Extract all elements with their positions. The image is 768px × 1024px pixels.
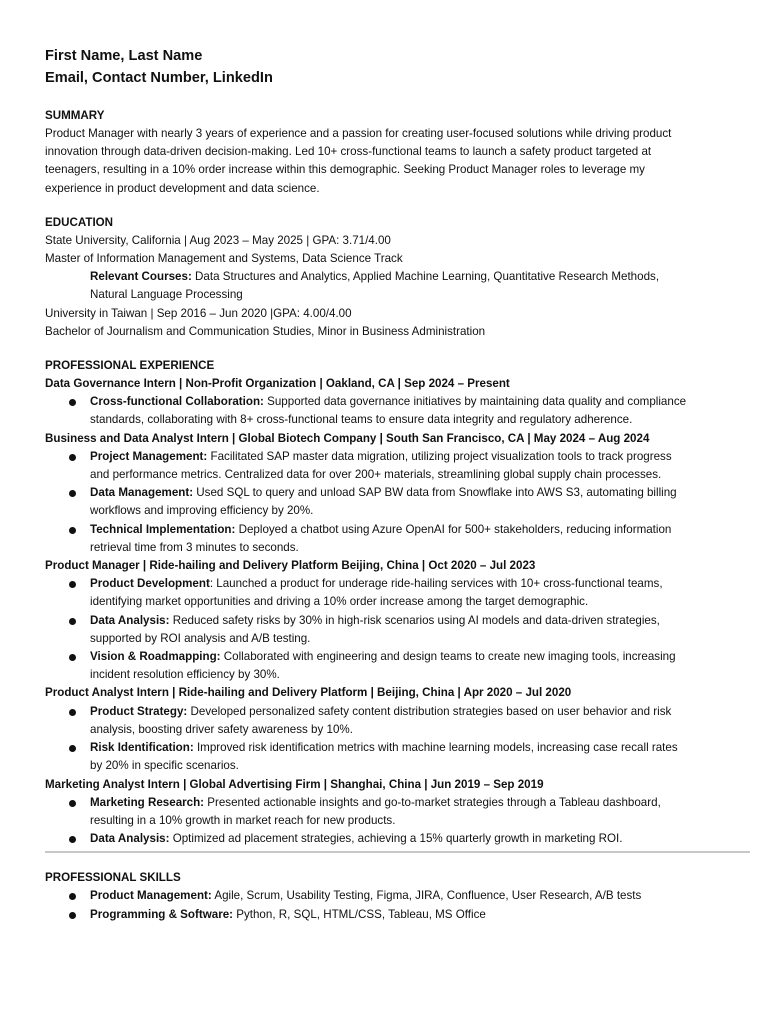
bullet-text: workflows and improving efficiency by 20%.: [90, 504, 314, 518]
bullet-label: Product Development: [90, 577, 210, 591]
school-2: University in Taiwan | Sep 2016 – Jun 2020 |GPA: 4.00/4.00: [45, 306, 352, 320]
school-1: State University, California | Aug 2023 – May 2025 | GPA: 3.71/4.00: [45, 233, 391, 247]
summary-text: [45, 125, 723, 198]
bullet-label: Data Analysis:: [90, 613, 170, 627]
bullet-text: Facilitated SAP master data migration, utilizing project visualization tools to track progress: [207, 449, 672, 463]
skill-item: [45, 887, 723, 905]
bullet-icon: [69, 618, 76, 625]
bullet-icon: [69, 709, 76, 716]
bullet-label: Marketing Research:: [90, 795, 205, 809]
bullet-icon: [69, 745, 76, 752]
education-block: [45, 232, 723, 341]
summary-line: innovation through data-driven decision-making. Led 10+ cross-functional teams to launch a safety product targeted at: [45, 145, 652, 159]
bullet-text: identifying market opportunities and driving a 10% order increase among the target demographic.: [90, 595, 589, 609]
job-entry: [45, 375, 723, 430]
job-bullet: [45, 393, 723, 429]
summary-line: Product Manager with nearly 3 years of experience and a passion for creating user-focused solutions while driving product: [45, 127, 672, 140]
bullet-text: retrieval time from 3 minutes to seconds.: [90, 540, 299, 554]
courses-label: Relevant Courses:: [90, 270, 192, 284]
bullet-text: Improved risk identification metrics with machine learning models, increasing case recall rates: [193, 741, 678, 755]
job-bullet: [45, 521, 723, 557]
job-heading: Marketing Analyst Intern | Global Advertising Firm | Shanghai, China | Jun 2019 – Sep 2019: [45, 777, 544, 791]
bullet-label: Technical Implementation:: [90, 522, 236, 536]
bullet-label: Data Analysis:: [90, 832, 170, 846]
section-divider: [45, 851, 750, 853]
job-heading: Business and Data Analyst Intern | Global Biotech Company | South San Francisco, CA | May 2024 – Aug 2024: [45, 431, 650, 445]
job-entry: [45, 776, 723, 849]
job-bullet: [45, 794, 723, 830]
bullet-label: Risk Identification:: [90, 741, 194, 755]
bullet-text: Reduced safety risks by 30% in high-risk scenarios using AI models and data-driven strategies,: [169, 613, 660, 627]
skill-label: Product Management:: [90, 889, 212, 903]
bullet-label: Data Management:: [90, 486, 194, 500]
job-bullet: [45, 648, 723, 684]
courses-text-continued: Natural Language Processing: [90, 288, 243, 302]
experience-heading: PROFESSIONAL EXPERIENCE: [45, 359, 215, 373]
bullet-text: Supported data governance initiatives by maintaining data quality and compliance: [263, 395, 687, 409]
bullet-text: analysis, boosting driver safety awareness by 10%.: [90, 722, 353, 736]
summary-line: teenagers, resulting in a 10% order increase within this demographic. Seeking Product Manager roles to leverage my: [45, 163, 645, 177]
bullet-text: Presented actionable insights and go-to-market strategies through a Tableau dashboard,: [204, 795, 661, 809]
bullet-text: resulting in a 10% growth in market reach for new products.: [90, 813, 396, 827]
job-bullet: [45, 484, 723, 520]
job-bullet: [45, 612, 723, 648]
job-bullet: [45, 703, 723, 739]
bullet-icon: [69, 527, 76, 534]
skill-text: Python, R, SQL, HTML/CSS, Tableau, MS Office: [233, 907, 486, 921]
bullet-text: : Launched a product for underage ride-hailing services with 10+ cross-functional teams,: [209, 577, 663, 591]
skills-heading: PROFESSIONAL SKILLS: [45, 871, 181, 885]
bullet-text: by 20% in specific scenarios.: [90, 759, 239, 773]
job-heading: Product Manager | Ride-hailing and Delivery Platform Beijing, China | Oct 2020 – Jul 2023: [45, 559, 536, 573]
bullet-text: Used SQL to query and unload SAP BW data from Snowflake into AWS S3, automating billing: [193, 486, 677, 500]
bullet-icon: [69, 836, 76, 843]
job-entry: [45, 430, 723, 557]
bullet-text: Collaborated with engineering and design teams to create new imaging tools, increasing: [220, 650, 676, 664]
summary-line: experience in product development and data science.: [45, 181, 320, 195]
skill-item: [45, 906, 723, 924]
job-bullet: [45, 739, 723, 775]
bullet-text: Optimized ad placement strategies, achieving a 15% quarterly growth in marketing ROI.: [169, 832, 623, 846]
skill-label: Programming & Software:: [90, 907, 234, 921]
relevant-courses: [45, 268, 723, 286]
bullet-icon: [69, 581, 76, 588]
education-heading: EDUCATION: [45, 215, 114, 229]
bullet-label: Vision & Roadmapping:: [90, 650, 221, 664]
bullet-text: incident resolution efficiency by 30%.: [90, 668, 280, 682]
bullet-icon: [69, 399, 76, 406]
candidate-name: First Name, Last Name: [45, 48, 203, 64]
bullet-icon: [69, 800, 76, 807]
summary-heading: SUMMARY: [45, 109, 105, 122]
bullet-icon: [69, 912, 76, 919]
bullet-text: supported by ROI analysis and A/B testing.: [90, 631, 311, 645]
degree-1: Master of Information Management and Systems, Data Science Track: [45, 252, 403, 266]
job-entry: [45, 557, 723, 684]
job-bullet: [45, 575, 723, 611]
contact-info: Email, Contact Number, LinkedIn: [45, 70, 273, 86]
bullet-label: Project Management:: [90, 449, 208, 463]
bullet-icon: [69, 454, 76, 461]
bullet-text: standards, collaborating with 8+ cross-functional teams to ensure data integrity and regulatory adherence.: [90, 413, 633, 427]
courses-text: Data Structures and Analytics, Applied Machine Learning, Quantitative Research Methods,: [191, 270, 660, 284]
bullet-label: Cross-functional Collaboration:: [90, 395, 264, 409]
skills-list: [45, 887, 723, 923]
job-heading: Product Analyst Intern | Ride-hailing and Delivery Platform | Beijing, China | Apr 2020 – Jul 2020: [45, 686, 572, 700]
bullet-icon: [69, 490, 76, 497]
degree-2: Bachelor of Journalism and Communication Studies, Minor in Business Administration: [45, 324, 486, 338]
skill-text: Agile, Scrum, Usability Testing, Figma, JIRA, Confluence, User Research, A/B tests: [211, 889, 642, 903]
bullet-label: Product Strategy:: [90, 704, 188, 718]
bullet-icon: [69, 893, 76, 900]
job-bullet: [45, 448, 723, 484]
job-bullet: [45, 830, 723, 848]
bullet-icon: [69, 654, 76, 661]
bullet-text: Deployed a chatbot using Azure OpenAI for 500+ stakeholders, reducing information: [235, 522, 672, 536]
bullet-text: and performance metrics. Centralized data for over 200+ materials, streamlining global supply chain processes.: [90, 468, 662, 482]
job-entry: [45, 684, 723, 775]
job-heading: Data Governance Intern | Non-Profit Organization | Oakland, CA | Sep 2024 – Present: [45, 377, 510, 391]
bullet-text: Developed personalized safety content distribution strategies based on user behavior and risk: [187, 704, 672, 718]
